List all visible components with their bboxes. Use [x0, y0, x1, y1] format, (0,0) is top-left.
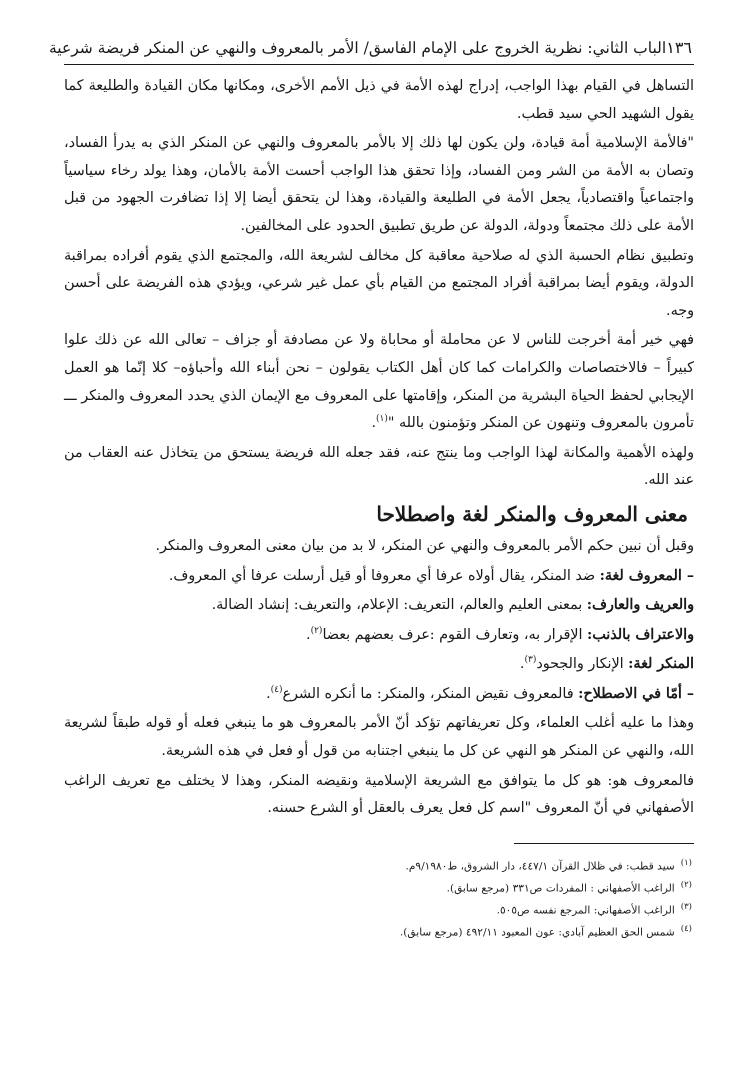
definition-arif	[64, 592, 694, 620]
definition-text: الإنكار والجحود	[536, 656, 629, 673]
paragraph-5: ولهذه الأهمية والمكانة لهذا الواجب وما ينتج عنه، فقد جعله الله فريضة يستحق من يتخاذل عنه العقاب من عند الله.	[64, 444, 694, 489]
footnote-number: (٢)	[680, 879, 692, 890]
definition-text: الإقرار به، وتعارف القوم :عرف بعضهم بعضا	[322, 626, 587, 643]
footnote-text: سيد قطب: في ظلال القرآن ٤٤٧/١، دار الشروق، ط٩/١٩٨٠م.	[405, 860, 675, 873]
footnote-ref-1[interactable]: (١)	[375, 414, 388, 425]
paragraph-1: التساهل في القيام بهذا الواجب، إدراج لهذه الأمة في ذيل الأمم الأخرى، ومكانها مكان القيادة والطليعة كما يقول الشهيد الحي سيد قطب.	[64, 78, 694, 122]
definition-itiraf: والاعتراف بالذنب: الإقرار به، وتعارف القوم :عرف بعضهم بعضا$^{(٢)}$.	[306, 625, 694, 643]
paragraph-2-quote: "فالأمة الإسلامية أمة قيادة، ولن يكون لها ذلك إلا بالأمر بالمعروف والنهي عن المنكر الذي به يدرأ الفساد، وتصان به الأمة من الشر ومن الفساد، وإذا تحقق هذا الواجب أحست الأمة بالأمان، وهذا يولد رخاء سياسياً واجتماعياً واقتصادياً، يجعل الأمة في الطليعة والقيادة، وهذا لن يتحقق أيضا إلا إذا تضافرت الجهود من قبل الأمة على ذلك مجتمعاً ودولة، الدولة عن طريق تطبيق الحدود على المخالفين.	[64, 135, 694, 234]
footnote-2	[64, 876, 692, 898]
footnote-divider	[514, 843, 694, 844]
running-header	[48, 36, 694, 65]
definition-term: – المعروف لغة:	[599, 567, 694, 584]
footnote-number: (٣)	[680, 902, 692, 913]
running-header-title: الباب الثاني: نظرية الخروج على الإمام الفاسق/ الأمر بالمعروف والنهي عن المنكر فريضة شرعية	[48, 39, 667, 57]
footnote-text: شمس الحق العظيم آبادي: عون المعبود ٤٩٢/١١ (مرجع سابق).	[399, 926, 675, 939]
footnote-number: (٤)	[680, 924, 692, 935]
footnote-ref-3[interactable]: (٣)	[524, 655, 537, 666]
footnote-ref-4[interactable]: (٤)	[270, 685, 283, 696]
paragraph-4-text: فهي خير أمة أخرجت للناس لا عن محاملة أو محاباة ولا عن مصادفة أو جزاف – تعالى الله عن ذلك علوا كبيراً – فالاختصاصات والكرامات كما كان أهل الكتاب يقولون – نحن أبناء الله وأحباؤه– كلا إنّما هو العمل الإيجابي لحفظ الحياة البشرية من المنكر، وإقامتها على المعروف مع الإيمان الذي يحدد المعروف والمنكر ـــ تأمرون بالمعروف وتنهون عن المنكر وتؤمنون بالله "	[64, 332, 694, 432]
definition-munkar-lugha: المنكر لغة: الإنكار والجحود$^{(٣)}$.	[519, 655, 694, 673]
closing-paragraph-1: وهذا ما عليه أغلب العلماء، وكل تعريفاتهم تؤكد أنّ الأمر بالمعروف هو ما ينبغي فعله أو قوله طبقاً لشريعة الله، والنهي عن المنكر هو النهي عن كل ما ينبغي اجتنابه من قول أو فعل في هذه الشريعة.	[64, 715, 694, 760]
definition-istilah: – أمّا في الاصطلاح: فالمعروف نقيض المنكر، والمنكر: ما أنكره الشرع$^{(٤)}$.	[266, 685, 694, 702]
definition-text: فالمعروف نقيض المنكر، والمنكر: ما أنكره الشرع	[282, 685, 579, 702]
footnote-4	[64, 920, 692, 942]
footnote-1	[64, 854, 692, 876]
paragraph-3: وتطبيق نظام الحسبة الذي له صلاحية معاقبة كل مخالف لشريعة الله، والمجتمع الذي يقوم أفراده بمراقبة الدولة، ويقوم أيضا بمراقبة أفراد المجتمع من القيام بأي عمل غير شرعي، ويؤدي هذه الفريضة على أحسن وجه.	[64, 247, 694, 319]
footnote-ref-2[interactable]: (٢)	[310, 625, 323, 636]
footnote-3	[64, 898, 692, 920]
definition-text: بمعنى العليم والعالم، التعريف: الإعلام، والتعريف: إنشاد الضالة.	[211, 597, 587, 614]
footnote-text: الراغب الأصفهاني : المفردات ص٣٣١ (مرجع سابق).	[446, 882, 675, 895]
footnotes	[64, 854, 694, 943]
closing-paragraph-2: فالمعروف هو: هو كل ما يتوافق مع الشريعة الإسلامية ونقيضه المنكر، وهذا لا يختلف مع تعريف الراغب الأصفهاني في أنّ المعروف "اسم كل فعل يعرف بالعقل أو الشرع حسنه.	[64, 772, 694, 817]
footnote-text: الراغب الأصفهاني: المرجع نفسه ص٥٠٥.	[496, 904, 675, 917]
definition-maruf-lugha	[64, 563, 694, 591]
definition-term: والاعتراف بالذنب:	[586, 626, 694, 643]
definition-term: – أمّا في الاصطلاح:	[578, 685, 694, 702]
footnote-number: (١)	[680, 857, 692, 868]
section-intro: وقبل أن نبين حكم الأمر بالمعروف والنهي عن المنكر، لا بد من بيان معنى المعروف والمنكر.	[155, 537, 694, 554]
section-heading: معنى المعروف والمنكر لغة واصطلاحا	[376, 501, 688, 526]
definition-term: المنكر لغة:	[628, 656, 694, 673]
document-page	[48, 36, 694, 942]
definition-text: ضد المنكر، يقال أولاه عرفا أي معروفا أو قيل أرسلت عرفا أي المعروف.	[168, 567, 600, 584]
page-number: ١٣٦	[666, 38, 692, 57]
paragraph-4-tail: .	[371, 415, 376, 432]
paragraph-4	[64, 327, 694, 437]
definition-term: والعريف والعارف:	[586, 597, 694, 614]
